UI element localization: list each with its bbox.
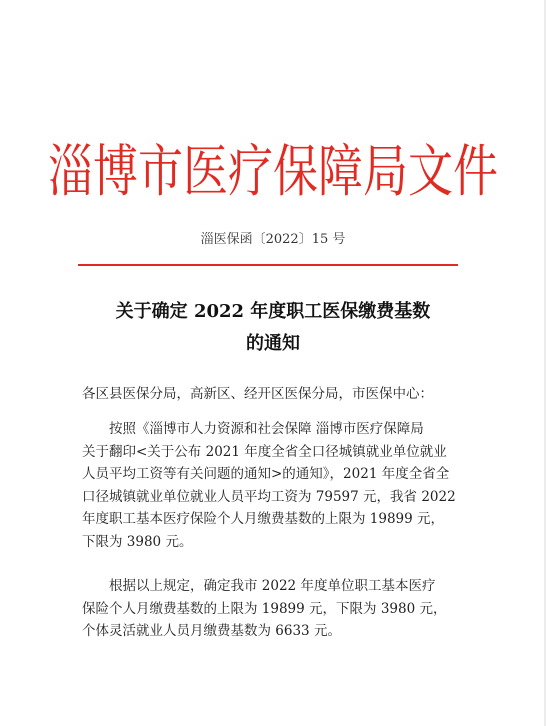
paragraph-2 <box>82 575 472 643</box>
paragraph-1-line: 人员平均工资等有关问题的通知>的通知》，2021 年度全省全 <box>82 466 450 482</box>
paragraph-1-line: 关于翻印<关于公布 2021 年度全省全口径城镇就业单位就业 <box>82 443 447 460</box>
notice-title-line-2: 的通知 <box>246 333 300 354</box>
paragraph-1-line: 口径城镇就业单位就业人员平均工资为 79597 元，我省 2022 <box>82 488 456 505</box>
notice-title-line-1: 关于确定 2022 年度职工医保缴费基数 <box>115 301 431 322</box>
salutation: 各区县医保分局，高新区、经开区医保分局，市医保中心： <box>82 386 433 402</box>
document-number: 淄医保函〔2022〕15 号 <box>200 232 346 247</box>
document-header-title: 淄博市医疗保障局文件 <box>47 138 498 205</box>
paragraph-1-line: 下限为 3980 元。 <box>82 533 193 550</box>
notice-title <box>40 296 506 360</box>
paragraph-1-line: 年度职工基本医疗保险个人月缴费基数的上限为 19899 元， <box>82 511 445 527</box>
paragraph-2-line: 保险个人月缴费基数的上限为 19899 元，下限为 3980 元， <box>82 600 447 617</box>
paragraph-1-line: 按照《淄博市人力资源和社会保障 淄博市医疗保障局 <box>109 421 424 437</box>
paragraph-2-line: 个体灵活就业人员月缴费基数为 6633 元。 <box>82 623 341 639</box>
header-divider <box>78 264 458 266</box>
paragraph-1 <box>82 418 472 553</box>
paragraph-2-line: 根据以上规定，确定我市 2022 年度单位职工基本医疗 <box>109 578 436 594</box>
